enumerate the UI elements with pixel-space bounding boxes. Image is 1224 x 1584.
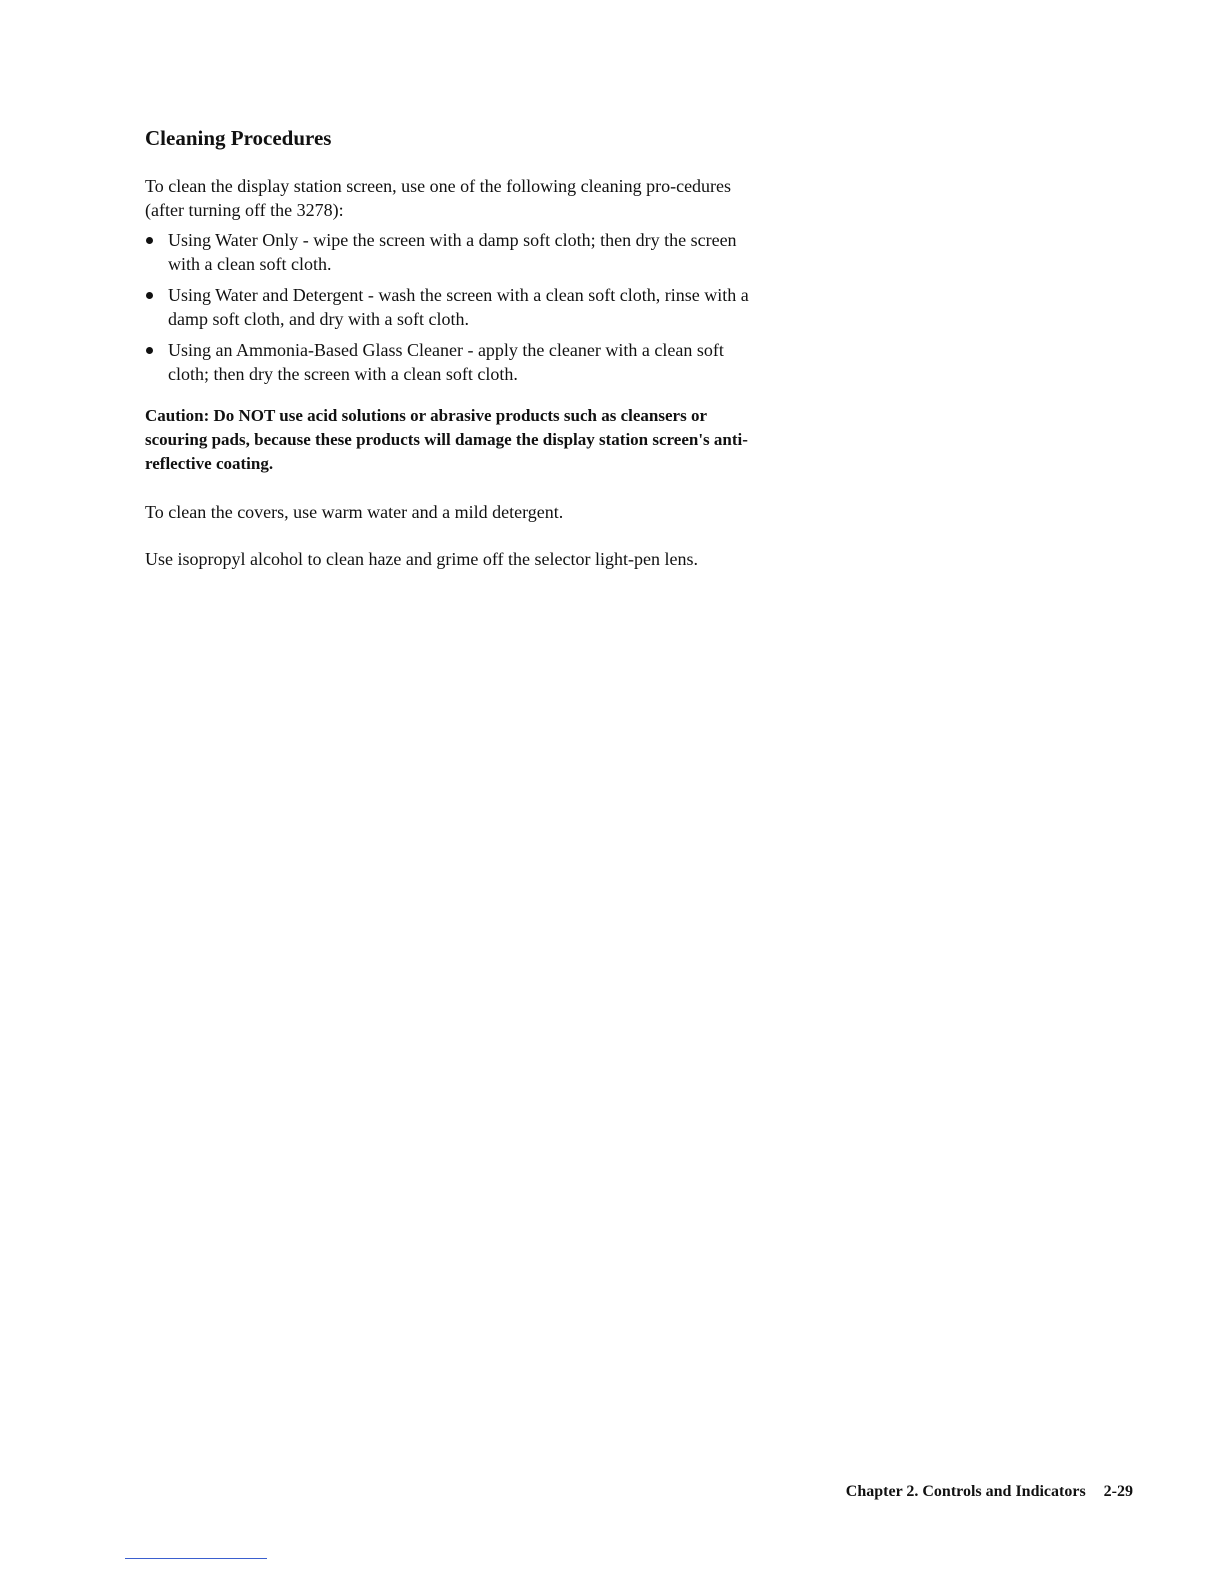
list-item xyxy=(145,228,765,276)
cleaning-procedure-list xyxy=(145,228,765,386)
page-footer xyxy=(846,1483,1133,1501)
list-item xyxy=(145,338,765,386)
section-heading: Cleaning Procedures xyxy=(145,126,332,150)
list-item-text: Using Water Only - wipe the screen with a damp soft cloth; then dry the screen with a clean soft cloth. xyxy=(168,230,737,274)
page-body xyxy=(145,124,765,571)
caution-note: Caution: Do NOT use acid solutions or abrasive products such as cleansers or scouring pads, because these products will damage the display station screen's anti-reflective coating. xyxy=(145,406,748,473)
covers-paragraph: To clean the covers, use warm water and a mild detergent. xyxy=(145,502,564,522)
list-item-text: Using an Ammonia-Based Glass Cleaner - apply the cleaner with a clean soft cloth; then dry the screen with a clean soft cloth. xyxy=(168,340,724,384)
intro-paragraph: To clean the display station screen, use one of the following cleaning pro-cedures (after turning off the 3278): xyxy=(145,176,732,220)
list-item xyxy=(145,283,765,331)
bullet-icon xyxy=(146,292,153,299)
lens-paragraph: Use isopropyl alcohol to clean haze and grime off the selector light-pen lens. xyxy=(145,549,698,569)
list-item-text: Using Water and Detergent - wash the screen with a clean soft cloth, rinse with a damp soft cloth, and dry with a soft cloth. xyxy=(168,285,749,329)
bullet-icon xyxy=(146,347,153,354)
chapter-title: Chapter 2. Controls and Indicators xyxy=(845,1483,1086,1500)
page-number: 2-29 xyxy=(1103,1483,1133,1500)
bullet-icon xyxy=(146,237,153,244)
footnote-divider xyxy=(125,1558,267,1559)
